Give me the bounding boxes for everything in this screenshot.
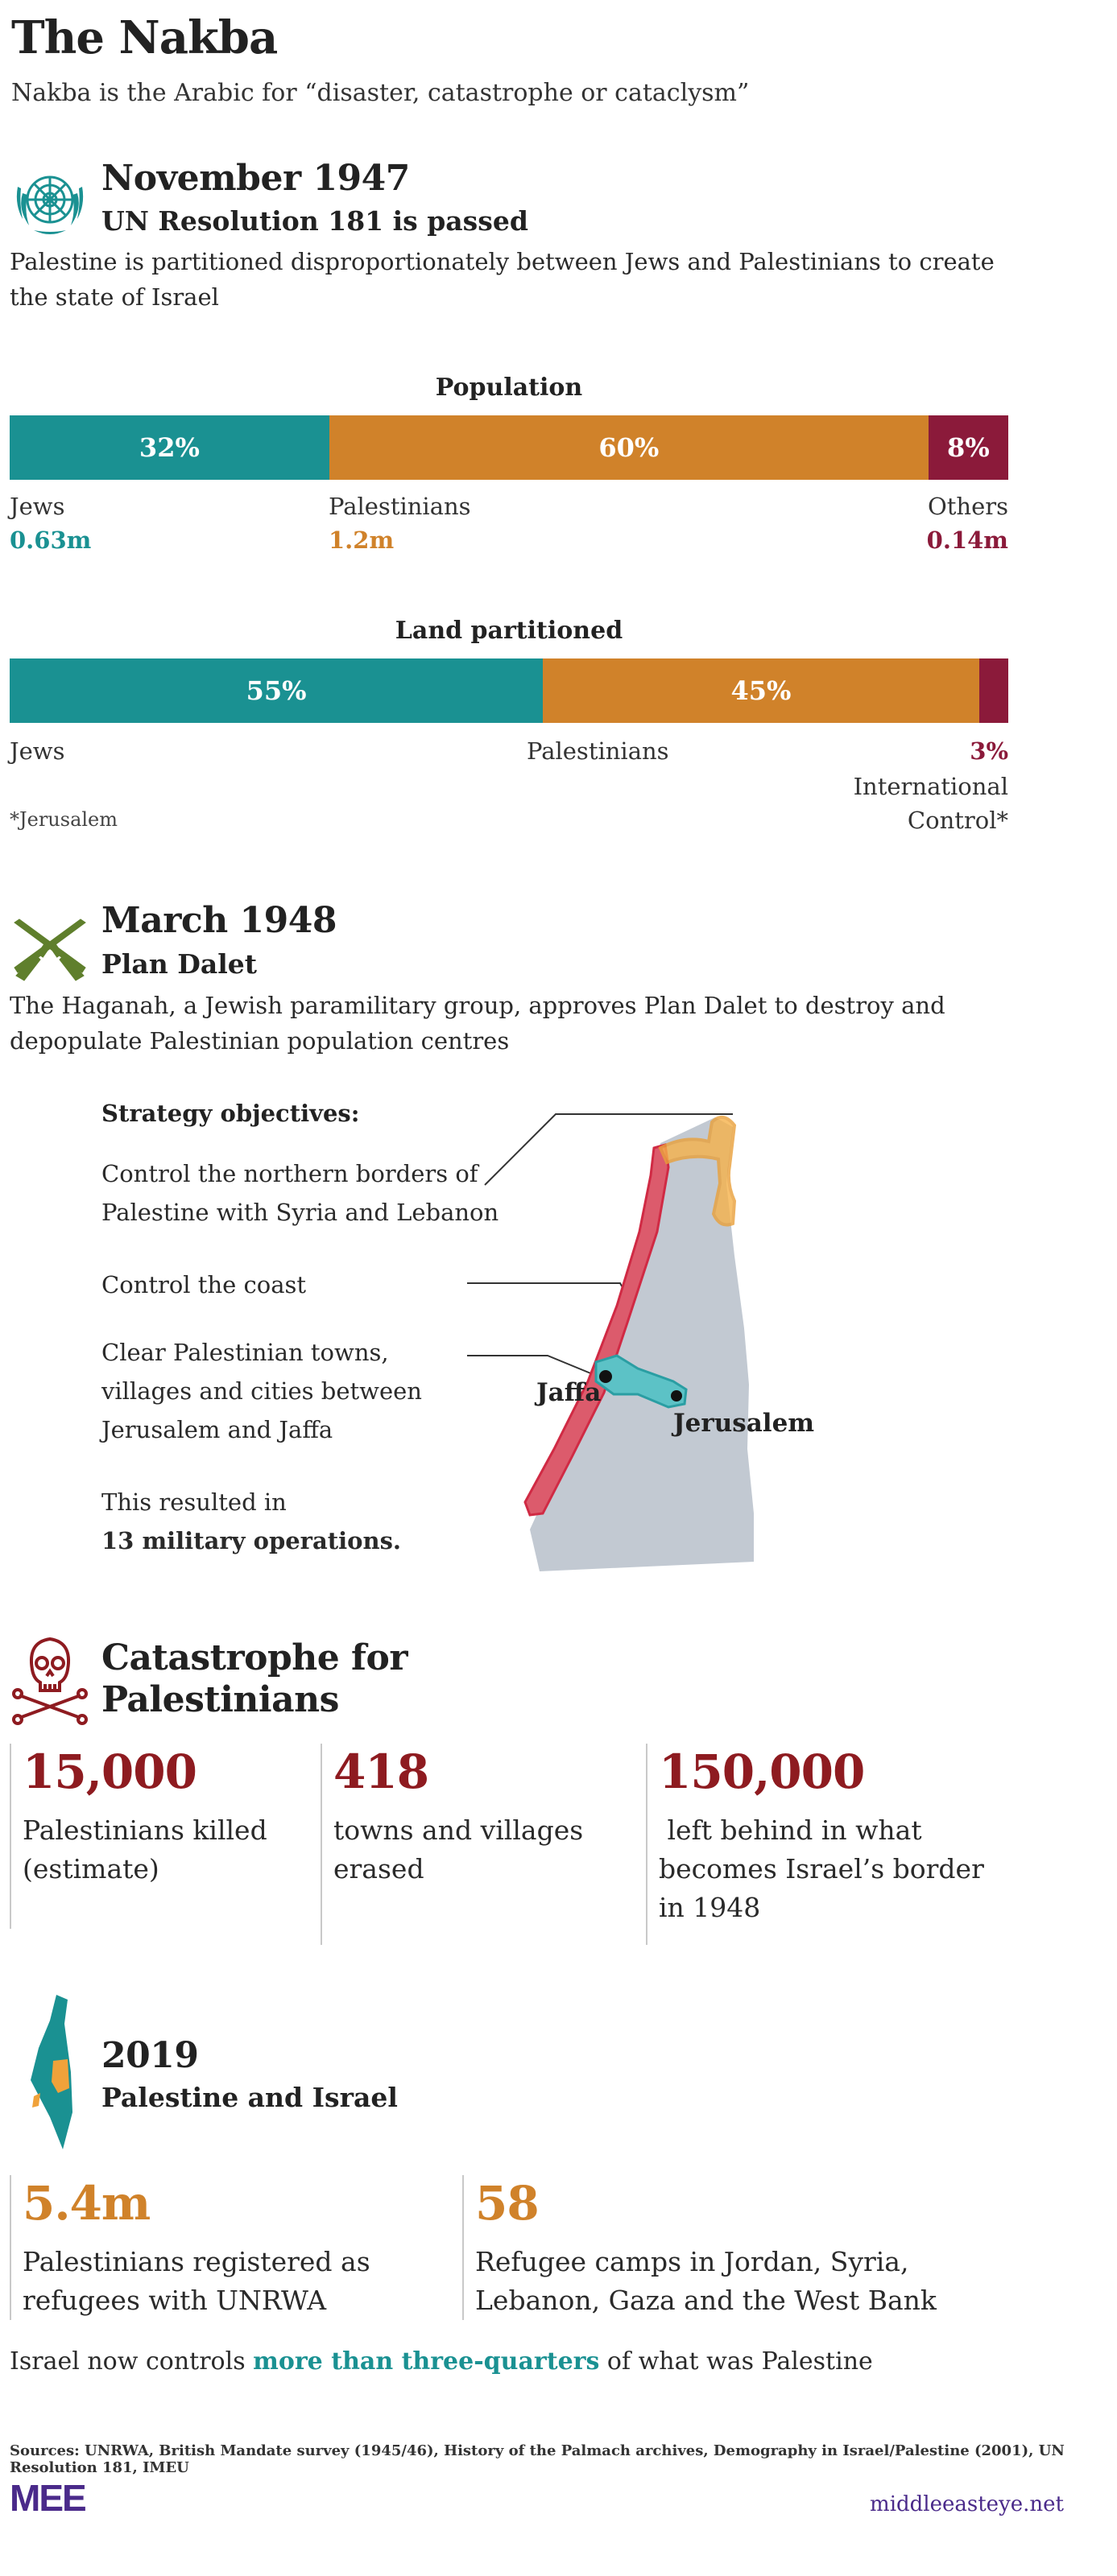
objective-northern-borders-2: Palestine with Syria and Lebanon bbox=[101, 1199, 499, 1226]
population-value-palestinians: 1.2m bbox=[329, 526, 395, 554]
population-bar bbox=[10, 415, 1008, 480]
mar1948-description-2: depopulate Palestinian population centres bbox=[10, 1027, 510, 1055]
mar1948-date: March 1948 bbox=[101, 900, 337, 941]
population-value-others: 0.14m bbox=[926, 526, 1008, 554]
plan-dalet-map bbox=[467, 1095, 838, 1578]
skull-crossbones-icon bbox=[10, 1631, 90, 1728]
land-label-jews: Jews bbox=[10, 737, 65, 765]
catastrophe-heading-2: Palestinians bbox=[101, 1679, 339, 1720]
catastrophe-heading-1: Catastrophe for bbox=[101, 1637, 408, 1678]
jaffa-marker bbox=[599, 1370, 612, 1383]
stat-refugees-text-2: refugees with UNRWA bbox=[23, 2285, 327, 2316]
stat-killed-number: 15,000 bbox=[23, 1744, 197, 1799]
objective-northern-borders-1: Control the northern borders of bbox=[101, 1160, 478, 1187]
stat-killed-text-1: Palestinians killed bbox=[23, 1814, 267, 1846]
sources: Sources: UNRWA, British Mandate survey (1945/46), History of the Palmach archives, Demography in Israel/Palestine (2001), UN Resolution 181, IMEU bbox=[10, 2442, 1065, 2476]
un-emblem-icon bbox=[10, 161, 90, 242]
stat-refugees bbox=[10, 2175, 445, 2320]
nov1947-heading: UN Resolution 181 is passed bbox=[101, 205, 528, 237]
stat-left-behind-text-1: left behind in what bbox=[659, 1814, 922, 1846]
stat-villages-text-1: towns and villages bbox=[333, 1814, 584, 1846]
nov1947-description-2: the state of Israel bbox=[10, 283, 219, 311]
stat-camps-text-1: Refugee camps in Jordan, Syria, bbox=[475, 2246, 909, 2277]
land-footnote: *Jerusalem bbox=[10, 808, 118, 831]
jerusalem-marker bbox=[671, 1390, 682, 1402]
stat-villages-text-2: erased bbox=[333, 1853, 424, 1885]
population-segment-0: 32% bbox=[10, 415, 329, 480]
crossed-rifles-icon bbox=[8, 911, 92, 984]
map-label-jerusalem: Jerusalem bbox=[673, 1409, 815, 1438]
land-bar bbox=[10, 658, 1008, 723]
stat-refugees-text-1: Palestinians registered as bbox=[23, 2246, 370, 2277]
control-statement bbox=[10, 2344, 873, 2379]
land-label-international-2: Control* bbox=[907, 807, 1008, 834]
result-text-1: This resulted in bbox=[101, 1488, 287, 1516]
page-title: The Nakba bbox=[11, 11, 278, 64]
land-segment-0: 55% bbox=[10, 658, 543, 723]
population-label-others: Others bbox=[927, 493, 1008, 520]
strategy-title: Strategy objectives: bbox=[101, 1100, 360, 1127]
stat-left-behind-number: 150,000 bbox=[659, 1744, 865, 1799]
stat-left-behind-text-3: in 1948 bbox=[659, 1892, 761, 1923]
stat-camps-text-2: Lebanon, Gaza and the West Bank bbox=[475, 2285, 937, 2316]
result-text-2: 13 military operations. bbox=[101, 1527, 402, 1554]
objective-clear-towns-2: villages and cities between bbox=[101, 1377, 422, 1405]
objective-coast: Control the coast bbox=[101, 1271, 307, 1298]
stat-villages bbox=[321, 1744, 635, 1945]
page-subtitle: Nakba is the Arabic for “disaster, catastrophe or cataclysm” bbox=[11, 79, 750, 107]
land-value-international: 3% bbox=[970, 737, 1008, 765]
nov1947-date: November 1947 bbox=[101, 158, 410, 199]
land-chart-title: Land partitioned bbox=[395, 617, 623, 645]
population-chart-title: Population bbox=[435, 374, 583, 402]
population-label-palestinians: Palestinians bbox=[329, 493, 471, 520]
population-value-jews: 0.63m bbox=[10, 526, 92, 554]
stat-villages-number: 418 bbox=[333, 1744, 429, 1799]
land-segment-1: 45% bbox=[543, 658, 979, 723]
land-label-palestinians: Palestinians bbox=[527, 737, 669, 765]
population-segment-1: 60% bbox=[329, 415, 929, 480]
mee-logo[interactable]: MEE bbox=[10, 2477, 85, 2519]
mar1948-description-1: The Haganah, a Jewish paramilitary group, approves Plan Dalet to destroy and bbox=[10, 992, 945, 1019]
control-pre: Israel now controls bbox=[10, 2347, 254, 2376]
site-link[interactable]: middleeasteye.net bbox=[870, 2492, 1064, 2516]
objective-clear-towns-1: Clear Palestinian towns, bbox=[101, 1339, 389, 1366]
mar1948-heading: Plan Dalet bbox=[101, 948, 257, 980]
stat-camps bbox=[462, 2175, 994, 2320]
stat-killed bbox=[10, 1744, 308, 1929]
y2019-date: 2019 bbox=[101, 2035, 199, 2076]
stat-refugees-number: 5.4m bbox=[23, 2176, 151, 2231]
population-label-jews: Jews bbox=[10, 493, 65, 520]
stat-left-behind bbox=[646, 1744, 1000, 1945]
control-highlight: more than three-quarters bbox=[253, 2347, 600, 2376]
land-label-international-1: International bbox=[853, 773, 1008, 800]
stat-killed-text-2: (estimate) bbox=[23, 1853, 159, 1885]
land-segment-2 bbox=[979, 658, 1008, 723]
objective-clear-towns-3: Jerusalem and Jaffa bbox=[101, 1416, 333, 1443]
control-post: of what was Palestine bbox=[599, 2347, 873, 2376]
nov1947-description-1: Palestine is partitioned disproportionately between Jews and Palestinians to create bbox=[10, 248, 995, 275]
palestine-map-icon bbox=[14, 1992, 87, 2153]
map-label-jaffa: Jaffa bbox=[536, 1378, 602, 1407]
stat-camps-number: 58 bbox=[475, 2176, 539, 2231]
stat-left-behind-text-2: becomes Israel’s border bbox=[659, 1853, 984, 1885]
population-segment-2: 8% bbox=[929, 415, 1008, 480]
y2019-heading: Palestine and Israel bbox=[101, 2082, 398, 2113]
